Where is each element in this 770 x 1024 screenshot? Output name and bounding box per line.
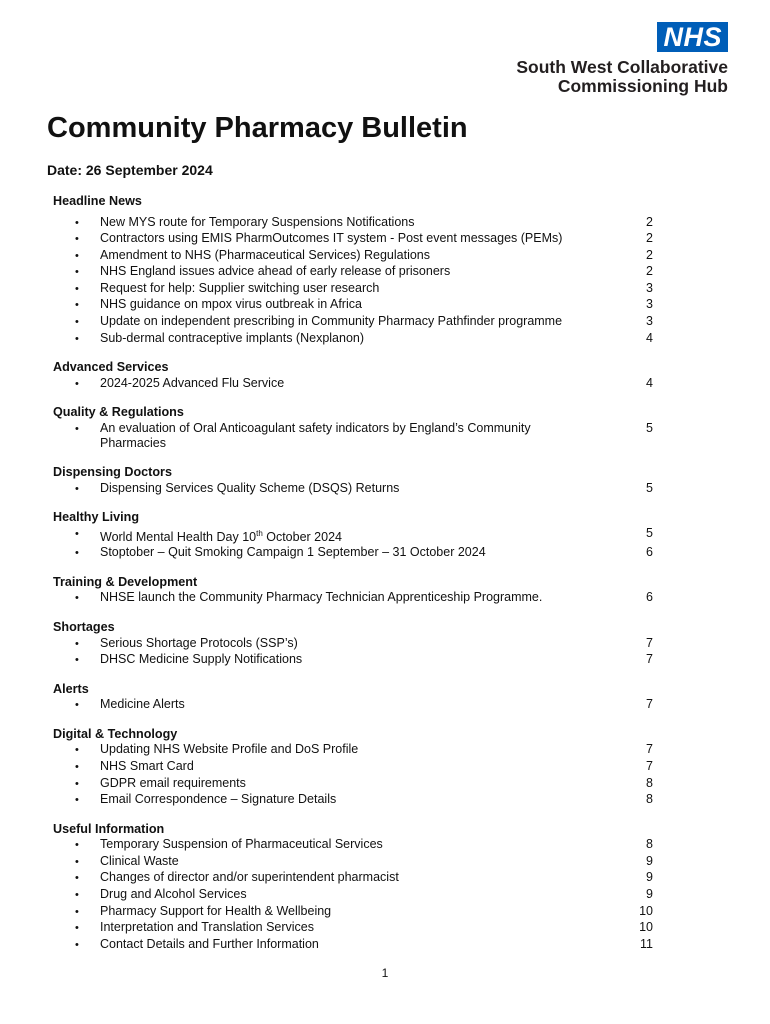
toc-entry-page: 2 — [646, 247, 653, 262]
section-heading: Useful Information — [53, 821, 165, 836]
toc-entry-page: 8 — [646, 775, 653, 790]
bullet-icon — [53, 854, 100, 871]
toc-entry-page: 8 — [646, 837, 653, 852]
bullet-icon — [53, 281, 100, 298]
section-heading: Dispensing Doctors — [53, 465, 172, 480]
toc-entry-title: World Mental Health Day 10th October 2024 — [100, 528, 342, 544]
toc-entry[interactable] — [53, 231, 653, 248]
toc-entry-title: Update on independent prescribing in Community Pharmacy Pathfinder programme — [100, 314, 563, 329]
toc-entry-title: 2024-2025 Advanced Flu Service — [100, 375, 285, 390]
toc-entry[interactable] — [53, 652, 653, 669]
toc-entry-title: New MYS route for Temporary Suspensions Notifications — [100, 214, 415, 229]
bullet-icon — [53, 314, 100, 331]
toc-entry[interactable] — [53, 904, 653, 921]
toc-section — [53, 727, 653, 809]
section-heading: Shortages — [53, 620, 115, 635]
toc-entry-title: Email Correspondence – Signature Details — [100, 792, 337, 807]
toc-section — [53, 575, 653, 607]
toc-entry-page: 6 — [646, 590, 653, 605]
toc-entry[interactable] — [53, 545, 653, 562]
toc-entry[interactable] — [53, 697, 653, 714]
bullet-icon — [53, 837, 100, 854]
toc-entry-title: Interpretation and Translation Services — [100, 920, 315, 935]
toc-entry-title: An evaluation of Oral Anticoagulant safety indicators by England’s Community Pharmacies — [100, 420, 531, 451]
toc-entry-page: 5 — [646, 420, 653, 435]
bullet-icon — [53, 264, 100, 281]
section-heading: Alerts — [53, 681, 89, 696]
toc-entry-page: 3 — [646, 280, 653, 295]
toc-entry-page: 4 — [646, 330, 653, 345]
toc-entry[interactable] — [53, 421, 653, 452]
section-heading: Training & Development — [53, 574, 198, 589]
toc-entry[interactable] — [53, 590, 653, 607]
bullet-icon — [53, 776, 100, 793]
toc-entry[interactable] — [53, 376, 653, 393]
bullet-icon — [53, 652, 100, 669]
toc-section — [53, 194, 653, 347]
toc-entry[interactable] — [53, 742, 653, 759]
page-number: 1 — [381, 966, 389, 980]
toc-entry-page: 9 — [646, 853, 653, 868]
toc-entry-page: 9 — [646, 887, 653, 901]
toc-entry-page: 7 — [646, 697, 653, 712]
toc-entry-title: Dispensing Services Quality Scheme (DSQS) Returns — [100, 480, 400, 495]
toc-entry-page: 2 — [646, 214, 653, 229]
toc-section — [53, 822, 653, 954]
toc-entry[interactable] — [53, 937, 653, 954]
organisation-name-line1: South West Collaborative — [516, 57, 728, 77]
toc-entry-title: DHSC Medicine Supply Notifications — [100, 652, 303, 667]
toc-entry-title: NHS England issues advice ahead of early release of prisoners — [100, 264, 451, 279]
bullet-icon — [53, 231, 100, 248]
toc-entry-page: 2 — [646, 264, 653, 279]
toc-entry-title: Amendment to NHS (Pharmaceutical Services) Regulations — [100, 247, 430, 262]
toc-entry[interactable] — [53, 870, 653, 887]
toc-section — [53, 510, 653, 562]
toc-entry-page: 6 — [646, 545, 653, 560]
toc-entry-page: 8 — [646, 792, 653, 807]
toc-entry-title: NHS Smart Card — [100, 758, 194, 773]
toc-entry-page: 3 — [646, 314, 653, 329]
bullet-icon — [53, 545, 100, 562]
bulletin-date: Date: 26 September 2024 — [47, 162, 213, 178]
toc-entry-title: Medicine Alerts — [100, 697, 185, 712]
section-heading: Advanced Services — [53, 360, 169, 375]
document-title: Community Pharmacy Bulletin — [47, 112, 468, 144]
toc-entry[interactable] — [53, 792, 653, 809]
toc-entry[interactable] — [53, 526, 653, 546]
toc-entry-title: NHS guidance on mpox virus outbreak in Africa — [100, 297, 362, 312]
section-heading: Healthy Living — [53, 510, 140, 525]
bullet-icon — [53, 920, 100, 937]
bullet-icon — [53, 742, 100, 759]
bullet-icon — [53, 887, 100, 904]
toc-entry-title: Pharmacy Support for Health & Wellbeing — [100, 903, 332, 918]
toc-entry[interactable] — [53, 248, 653, 265]
toc-entry-page: 2 — [646, 231, 653, 246]
bullet-icon — [53, 590, 100, 607]
section-heading: Quality & Regulations — [53, 405, 184, 420]
section-heading: Digital & Technology — [53, 726, 178, 741]
bullet-icon — [53, 376, 100, 393]
section-heading: Headline News — [53, 194, 142, 208]
bullet-icon — [53, 937, 100, 954]
toc-entry[interactable] — [53, 314, 653, 331]
toc-section — [53, 682, 653, 714]
bullet-icon — [53, 421, 100, 438]
organisation-name-line2: Commissioning Hub — [557, 76, 728, 96]
bullet-icon — [53, 697, 100, 714]
toc-entry-page: 10 — [639, 903, 653, 918]
organisation-name — [516, 58, 728, 96]
bullet-icon — [53, 297, 100, 314]
bullet-icon — [53, 481, 100, 498]
bullet-icon — [53, 248, 100, 265]
toc-entry-title: Drug and Alcohol Services — [100, 887, 247, 901]
toc-section — [53, 620, 653, 669]
toc-entry-page: 10 — [639, 920, 653, 935]
toc-entry[interactable] — [53, 887, 653, 904]
toc-entry-page: 5 — [646, 525, 653, 540]
toc-entry-title: Sub-dermal contraceptive implants (Nexplanon) — [100, 330, 365, 345]
toc-entry-title: GDPR email requirements — [100, 775, 246, 790]
toc-entry-title: Temporary Suspension of Pharmaceutical Services — [100, 837, 383, 852]
toc-entry[interactable] — [53, 776, 653, 793]
toc-section — [53, 465, 653, 497]
bullet-icon — [53, 331, 100, 348]
toc-entry[interactable] — [53, 636, 653, 653]
nhs-logo — [516, 22, 728, 96]
toc-entry[interactable] — [53, 297, 653, 314]
toc-entry-title: Changes of director and/or superintendent pharmacist — [100, 870, 399, 885]
toc-entry[interactable] — [53, 854, 653, 871]
toc-entry-title: Stoptober – Quit Smoking Campaign 1 September – 31 October 2024 — [100, 545, 486, 560]
toc-section — [53, 405, 653, 452]
toc-entry-title: NHSE launch the Community Pharmacy Technician Apprenticeship Programme. — [100, 590, 543, 605]
toc-entry-page: 9 — [646, 870, 653, 885]
toc-entry[interactable] — [53, 759, 653, 776]
toc-section — [53, 360, 653, 392]
bullet-icon — [53, 759, 100, 776]
toc-entry-page: 7 — [646, 758, 653, 773]
toc-entry[interactable] — [53, 920, 653, 937]
toc-entry-title: Contact Details and Further Information — [100, 936, 319, 951]
bullet-icon — [53, 792, 100, 809]
toc-entry-page: 11 — [640, 936, 653, 951]
toc-entry[interactable] — [53, 481, 653, 498]
bullet-icon — [53, 526, 100, 543]
toc-entry[interactable] — [53, 837, 653, 854]
toc-entry-page: 7 — [646, 742, 653, 757]
toc-entry-page: 5 — [646, 480, 653, 495]
toc-entry-page: 3 — [646, 297, 653, 312]
bullet-icon — [53, 904, 100, 921]
toc-entry-title: Request for help: Supplier switching user research — [100, 280, 380, 295]
bullet-icon — [53, 636, 100, 653]
toc-entry-title: Clinical Waste — [100, 853, 179, 868]
toc-entry[interactable] — [53, 331, 653, 348]
toc-entry-title: Serious Shortage Protocols (SSP’s) — [100, 635, 298, 650]
toc-entry-page: 4 — [646, 375, 653, 390]
toc-entry-title: Updating NHS Website Profile and DoS Profile — [100, 742, 359, 757]
toc-entry-page: 7 — [646, 652, 653, 667]
bullet-icon — [53, 215, 100, 232]
table-of-contents — [53, 194, 653, 966]
toc-entry-title: Contractors using EMIS PharmOutcomes IT system - Post event messages (PEMs) — [100, 231, 563, 246]
toc-entry[interactable] — [53, 281, 653, 298]
toc-entry-page: 7 — [646, 635, 653, 650]
nhs-logo-mark: NHS — [657, 22, 728, 52]
bullet-icon — [53, 870, 100, 887]
toc-entry[interactable] — [53, 215, 653, 232]
toc-entry[interactable] — [53, 264, 653, 281]
